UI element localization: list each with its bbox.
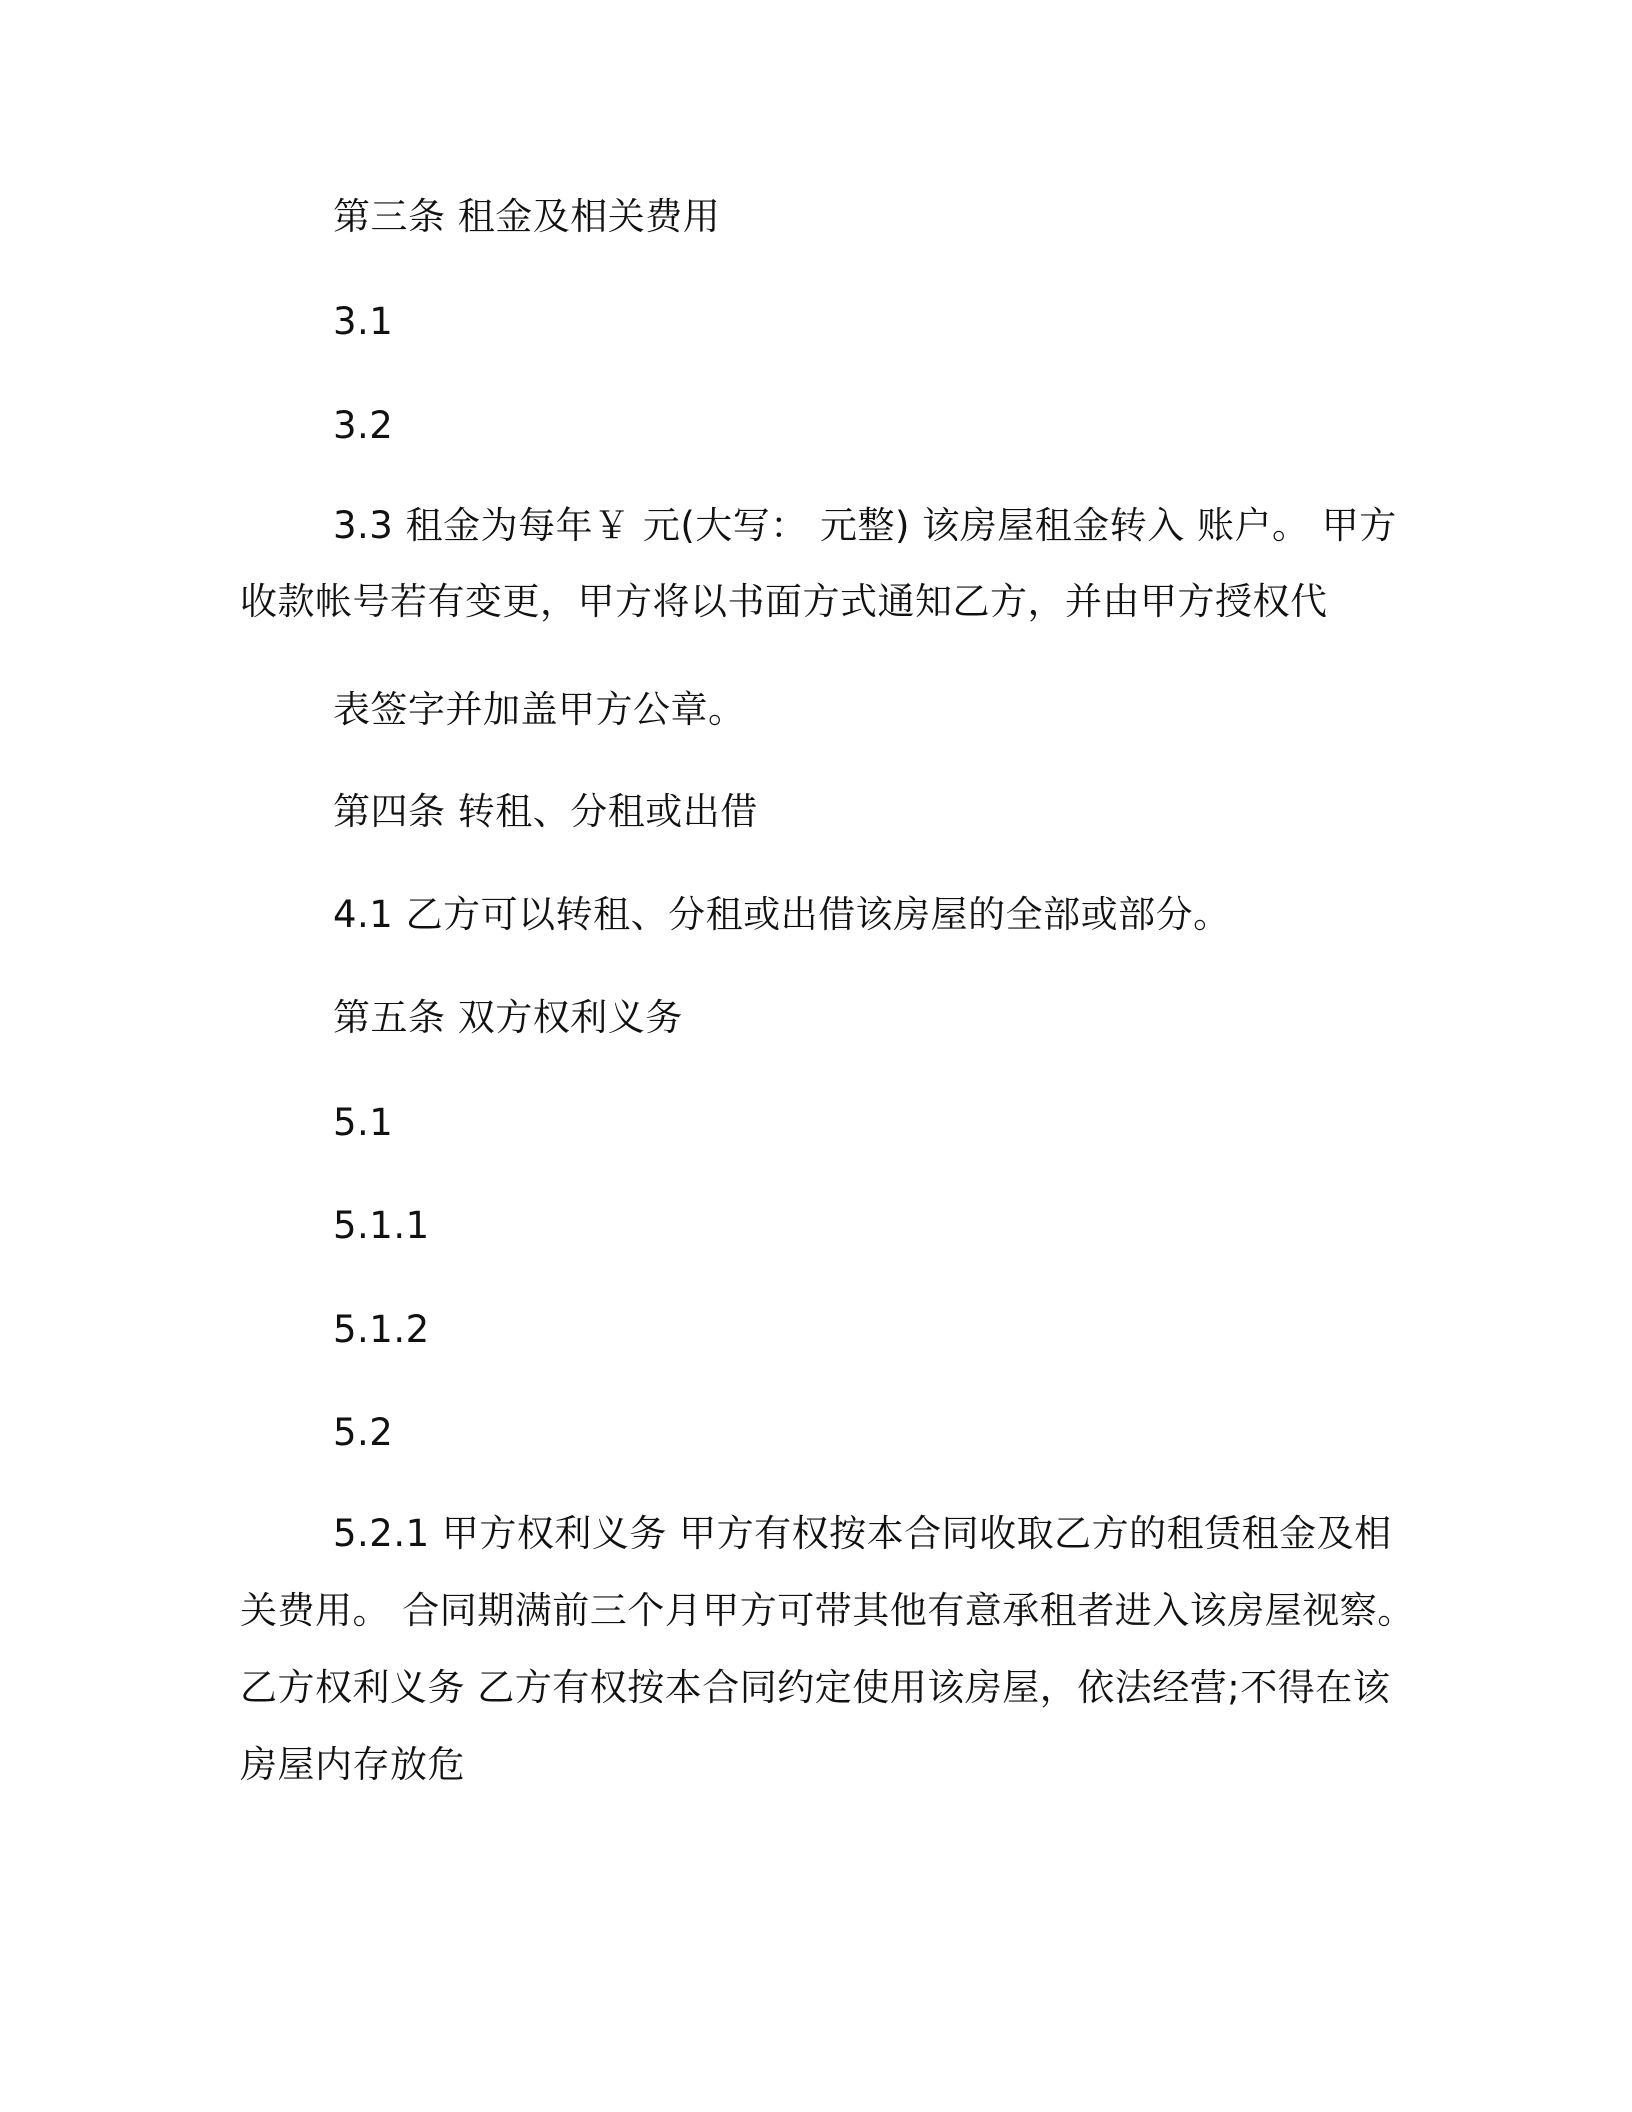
clause-4-1: 4.1 乙方可以转租、分租或出借该房屋的全部或部分。 bbox=[333, 893, 1231, 936]
clause-3-3-line-2: 收款帐号若有变更，甲方将以书面方式通知乙方，并由甲方授权代 bbox=[240, 580, 1328, 623]
clause-5-1: 5.1 bbox=[333, 1101, 394, 1144]
article-4-heading: 第四条 转租、分租或出借 bbox=[333, 790, 758, 833]
clause-5-1-2: 5.1.2 bbox=[333, 1308, 430, 1351]
clause-5-2: 5.2 bbox=[333, 1411, 394, 1454]
article-3-heading: 第三条 租金及相关费用 bbox=[333, 195, 721, 238]
clause-5-2-1-line-1: 5.2.1 甲方权利义务 甲方有权按本合同收取乙方的租赁租金及相 bbox=[333, 1512, 1392, 1555]
clause-3-3-line-1: 3.3 租金为每年￥ 元(大写： 元整) 该房屋租金转入 账户。 甲方 bbox=[333, 504, 1397, 547]
clause-5-2-1-line-3: 乙方权利义务 乙方有权按本合同约定使用该房屋，依法经营;不得在该 bbox=[240, 1666, 1391, 1709]
article-5-heading: 第五条 双方权利义务 bbox=[333, 996, 683, 1039]
clause-5-1-1: 5.1.1 bbox=[333, 1204, 430, 1247]
clause-5-2-1-line-4: 房屋内存放危 bbox=[240, 1743, 465, 1786]
clause-3-1: 3.1 bbox=[333, 300, 394, 343]
clause-5-2-1-line-2: 关费用。 合同期满前三个月甲方可带其他有意承租者进入该房屋视察。 bbox=[240, 1589, 1415, 1632]
clause-3-3-line-3: 表签字并加盖甲方公章。 bbox=[333, 688, 746, 731]
clause-3-2: 3.2 bbox=[333, 404, 394, 447]
